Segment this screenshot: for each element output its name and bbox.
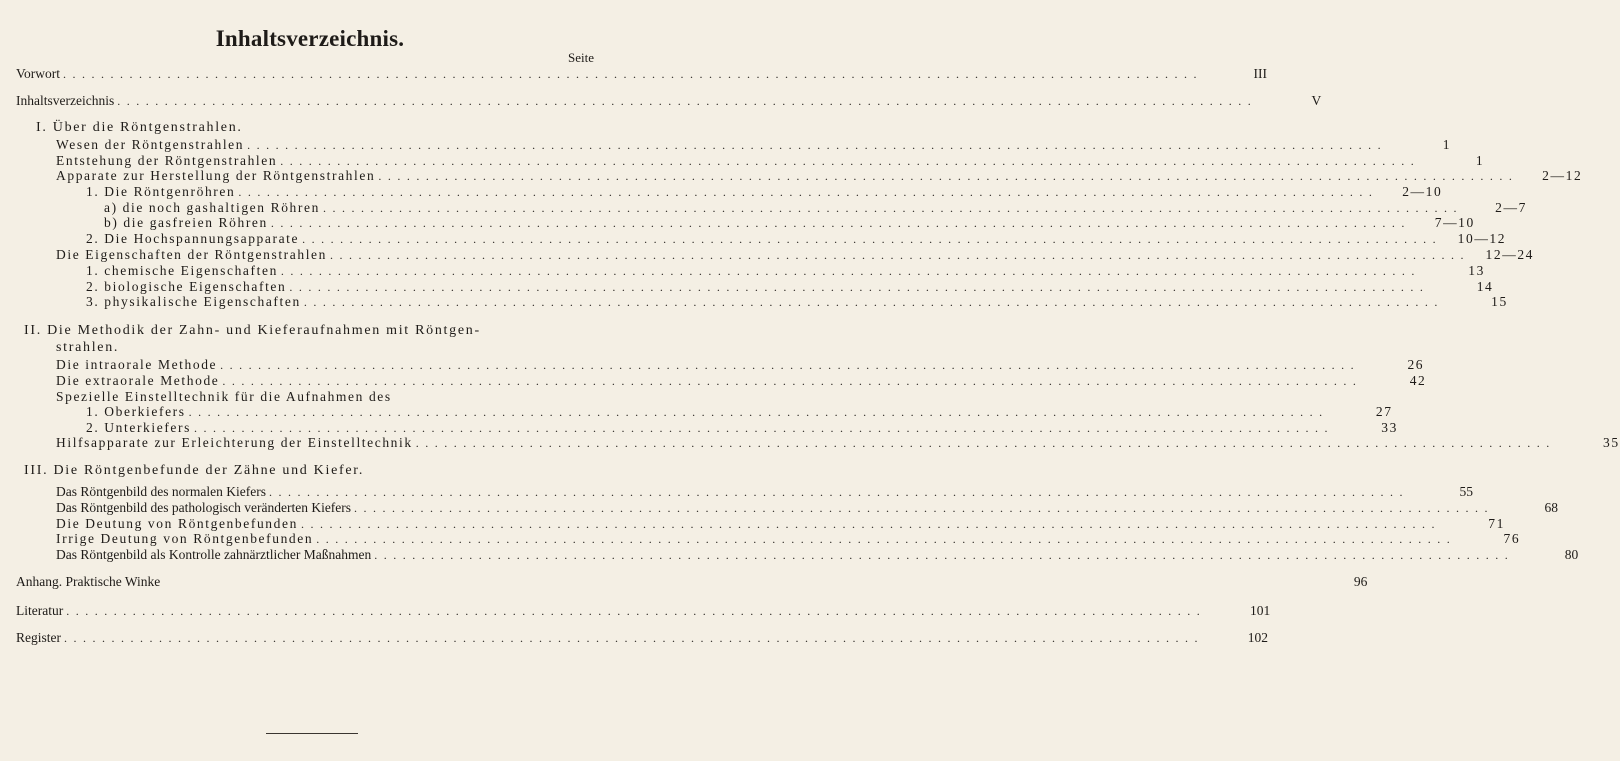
toc-entry-label: Das Röntgenbild des normalen Kiefers <box>56 484 266 499</box>
toc-entry-register <box>16 630 1268 646</box>
page-title: Inhaltsverzeichnis. <box>215 26 405 51</box>
toc-entry-page: 12—24 <box>1485 247 1535 262</box>
leader-dots: ........................................................................................................................ <box>247 138 1388 152</box>
toc-entry-page: 26 <box>1407 357 1425 372</box>
toc-entry <box>56 168 1583 184</box>
toc-entry <box>86 279 1494 295</box>
leader-dots: ........................................................................................................................ <box>280 264 1421 278</box>
toc-entry-page: 14 <box>1476 279 1494 294</box>
section-heading-2-continued: strahlen. <box>56 340 120 355</box>
toc-entry-page: 1 <box>1442 137 1452 152</box>
leader-dots: ........................................................................................................................ <box>289 280 1430 294</box>
toc-entry-page: 27 <box>1375 404 1393 419</box>
toc-entry-label: Das Röntgenbild des pathologisch veränderten Kiefers <box>56 500 352 515</box>
leader-dots: ........................................................................................................................ <box>354 501 1495 515</box>
toc-entry <box>104 215 1475 231</box>
toc-entry <box>56 500 1559 516</box>
toc-entry-page: 2—7 <box>1495 200 1527 215</box>
toc-entry-page: III <box>1253 66 1268 81</box>
leader-dots: ........................................................................................................................ <box>302 232 1443 246</box>
toc-entry-page: 1 <box>1475 153 1485 168</box>
toc-entry-inhaltsverzeichnis <box>16 93 1322 109</box>
toc-entry-label: 2. biologische Eigenschaften <box>86 279 287 294</box>
leader-dots: ........................................................................................................................ <box>374 548 1515 562</box>
toc-entry-label: Das Röntgenbild als Kontrolle zahnärztlicher Maßnahmen <box>56 547 372 562</box>
toc-entry-label: 2. Die Hochspannungsapparate <box>86 231 300 246</box>
page-column-label: Seite <box>568 50 594 65</box>
leader-dots: ........................................................................................................................ <box>415 436 1556 450</box>
leader-dots: ........................................................................................................................ <box>188 405 1329 419</box>
toc-entry-label: Register <box>16 630 61 645</box>
toc-entry-page: 76 <box>1503 531 1521 546</box>
toc-entry <box>56 435 1620 451</box>
toc-entry-label: Die extraorale Methode <box>56 373 220 388</box>
leader-dots: ........................................................................................................................ <box>268 485 1409 499</box>
toc-entry-label: Die intraorale Methode <box>56 357 218 372</box>
leader-dots: ........................................................................................................................ <box>316 532 1457 546</box>
toc-entry-page: 96 <box>1353 574 1368 589</box>
toc-entry-page: V <box>1311 93 1322 108</box>
leader-dots: ........................................................................................................................ <box>280 154 1421 168</box>
toc-entry-label: Hilfsapparate zur Erleichterung der Einstelltechnik <box>56 435 413 450</box>
toc-entry-page: 33 <box>1381 420 1398 435</box>
toc-entry-label: Irrige Deutung von Röntgenbefunden <box>56 531 314 546</box>
toc-entry-label: Spezielle Einstelltechnik für die Aufnahmen des <box>56 389 392 404</box>
toc-entry-label: Inhaltsverzeichnis <box>16 93 115 108</box>
toc-entry <box>86 263 1485 279</box>
toc-entry-label: Literatur <box>16 603 64 618</box>
toc-entry <box>86 404 1393 420</box>
closing-rule <box>266 733 358 734</box>
toc-entry-page: 2—12 <box>1542 168 1583 183</box>
toc-entry <box>104 200 1527 216</box>
toc-entry-label: 1. Oberkiefers <box>86 404 186 419</box>
leader-dots: ........................................................................................................................ <box>64 631 1204 645</box>
toc-entry-page: 68 <box>1544 500 1559 515</box>
toc-entry-label: 1. Die Röntgenröhren <box>86 184 236 199</box>
toc-entry <box>86 184 1443 200</box>
leader-dots: ........................................................................................................................ <box>270 216 1411 230</box>
toc-entry-page: 102 <box>1247 630 1268 645</box>
toc-entry-page: 80 <box>1564 547 1579 562</box>
leader-dots: ........................................................................................................................ <box>193 421 1334 435</box>
toc-entry-vorwort <box>16 66 1268 82</box>
toc-entry-page: 10—12 <box>1457 231 1507 246</box>
toc-entry-label: b) die gasfreien Röhren <box>104 215 268 230</box>
section-heading-3: III. Die Röntgenbefunde der Zähne und Kiefer. <box>24 463 365 478</box>
section-heading-1: I. Über die Röntgenstrahlen. <box>36 120 243 135</box>
toc-entry-label: Vorwort <box>16 66 61 81</box>
toc-entry-label: Anhang. Praktische Winke <box>16 574 161 589</box>
toc-entry-page: 35 <box>1603 435 1620 450</box>
leader-dots: ........................................................................................................................ <box>300 517 1441 531</box>
leader-dots: ........................................................................................................................ <box>66 604 1207 618</box>
toc-entry-label: 3. physikalische Eigenschaften <box>86 294 301 309</box>
leader-dots: ........................................................................................................................ <box>63 67 1204 81</box>
section-heading-2: II. Die Methodik der Zahn- und Kieferaufnahmen mit Röntgen- <box>24 323 481 338</box>
toc-entry-label: Apparate zur Herstellung der Röntgenstrahlen <box>56 168 376 183</box>
toc-entry-page: 15 <box>1491 294 1508 309</box>
toc-entry <box>56 531 1521 547</box>
toc-entry-page: 7—10 <box>1434 215 1475 230</box>
leader-dots: ........................................................................................................................ <box>330 248 1471 262</box>
leader-dots: ........................................................................................................................ <box>220 358 1361 372</box>
toc-entry-label: 2. Unterkiefers <box>86 420 191 435</box>
toc-entry-page: 55 <box>1459 484 1473 499</box>
toc-entry <box>86 420 1398 436</box>
toc-entry <box>56 516 1505 532</box>
toc-entry <box>56 547 1579 563</box>
leader-dots: ........................................................................................................................ <box>117 94 1258 108</box>
toc-entry-label: Die Deutung von Röntgenbefunden <box>56 516 298 531</box>
toc-entry-label: Die Eigenschaften der Röntgenstrahlen <box>56 247 328 262</box>
toc-entry <box>56 247 1535 263</box>
toc-entry-anhang <box>16 574 1368 590</box>
toc-entry <box>56 357 1425 373</box>
leader-dots: ........................................................................................................................ <box>378 169 1519 183</box>
leader-dots: ........................................................................................................................ <box>303 295 1444 309</box>
toc-entry-literatur <box>16 603 1271 619</box>
toc-entry-page: 13 <box>1468 263 1485 278</box>
toc-entry-page: 71 <box>1488 516 1505 531</box>
toc-entry <box>86 231 1507 247</box>
toc-entry-label: a) die noch gashaltigen Röhren <box>104 200 320 215</box>
leader-dots: ........................................................................................................................ <box>238 185 1379 199</box>
toc-entry <box>56 389 590 405</box>
toc-entry-label: Wesen der Röntgenstrahlen <box>56 137 245 152</box>
toc-entry-page: 2—10 <box>1402 184 1443 199</box>
toc-entry-label: 1. chemische Eigenschaften <box>86 263 278 278</box>
toc-entry <box>86 294 1508 310</box>
toc-entry <box>56 153 1485 169</box>
leader-dots: ........................................................................................................................ <box>322 201 1463 215</box>
toc-entry-label: Entstehung der Röntgenstrahlen <box>56 153 278 168</box>
toc-entry-page: 101 <box>1249 603 1271 618</box>
toc-entry <box>56 484 1473 500</box>
toc-entry <box>56 137 1452 153</box>
toc-entry-page: 42 <box>1409 373 1427 388</box>
leader-dots: ........................................................................................................................ <box>222 374 1363 388</box>
toc-entry <box>56 373 1427 389</box>
